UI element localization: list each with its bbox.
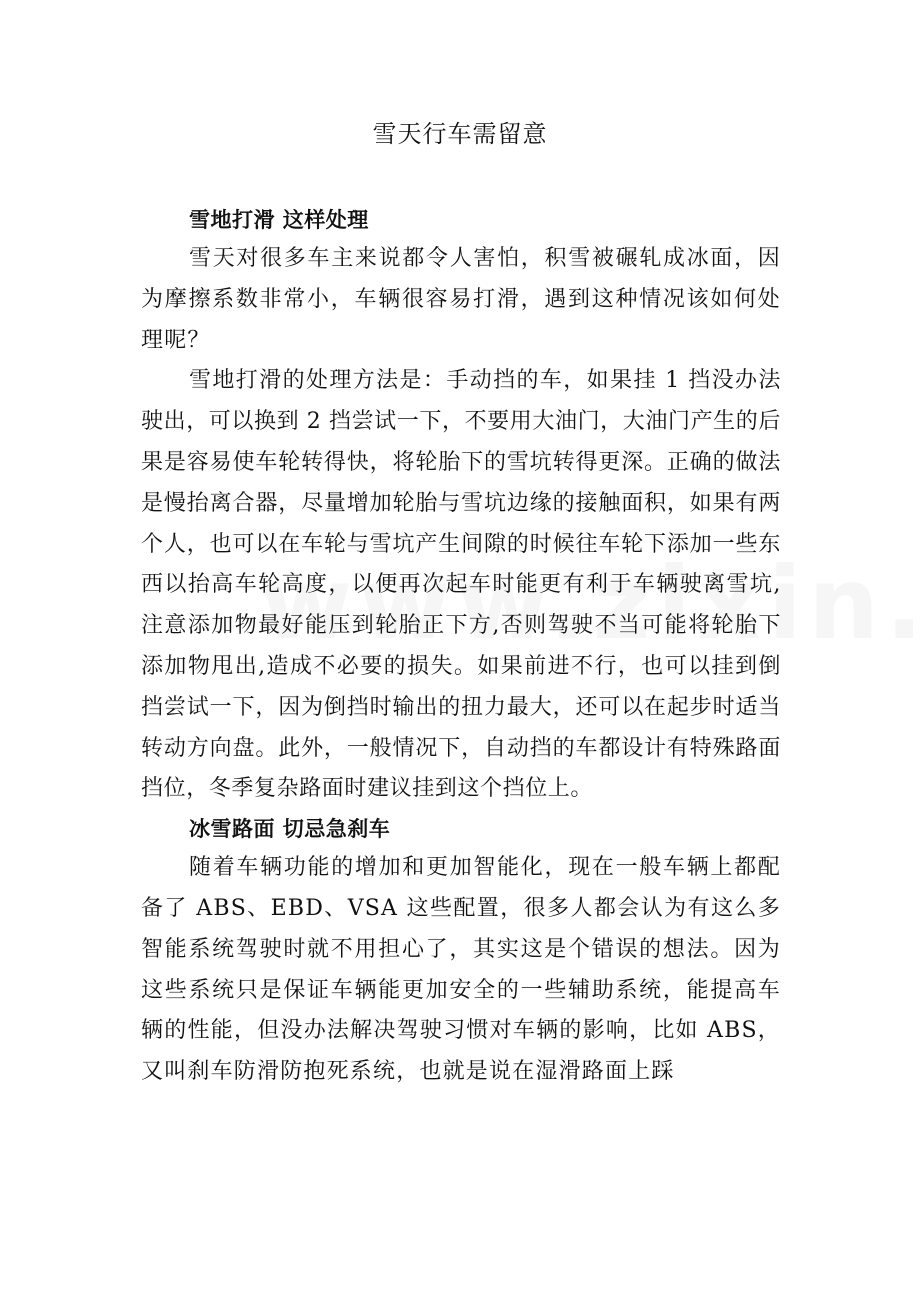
section-heading-ice-braking: 冰雪路面 切忌急刹车 — [189, 817, 391, 842]
section-heading-snow-skid: 雪地打滑 这样处理 — [189, 208, 369, 232]
paragraph-ice-braking: 随着车辆功能的增加和更加智能化，现在一般车辆上都配备了 ABS、EBD、VSA 这些配置，很多人都会认为有这么多智能系统驾驶时就不用担心了，其实这是个错误的想法。因为这些系统只是保证车辆能更加安全的一些辅助系统，能提高车辆的性能，但没办法解决驾驶习惯对车辆的影响，比如 ABS，又叫刹车防滑防抱死系统，也就是说在湿滑路面上踩 — [141, 855, 781, 1085]
document-title: 雪天行车需留意 — [372, 120, 548, 148]
paragraph-snow-method: 雪地打滑的处理方法是：手动挡的车，如果挂 1 挡没办法驶出，可以换到 2 挡尝试一下，不要用大油门，大油门产生的后果是容易使车轮转得快，将轮胎下的雪坑转得更深。正确的做法是慢抬离合器，尽量增加轮胎与雪坑边缘的接触面积，如果有两个人，也可以在车轮与雪坑产生间隙的时候往车轮下添加一些东西以抬高车轮高度，以便再次起车时能更有利于车辆驶离雪坑,注意添加物最好能压到轮胎正下方,否则驾驶不当可能将轮胎下添加物甩出,造成不必要的损失。如果前进不行，也可以挂到倒挡尝试一下，因为倒挡时输出的扭力最大，还可以在起步时适当转动方向盘。此外，一般情况下，自动挡的车都设计有特殊路面挡位，冬季复杂路面时建议挂到这个挡位上。 — [141, 368, 781, 802]
paragraph-snow-intro: 雪天对很多车主来说都令人害怕，积雪被碾轧成冰面，因为摩擦系数非常小，车辆很容易打滑，遇到这种情况该如何处理呢？ — [141, 246, 781, 353]
document-body — [141, 201, 781, 1093]
